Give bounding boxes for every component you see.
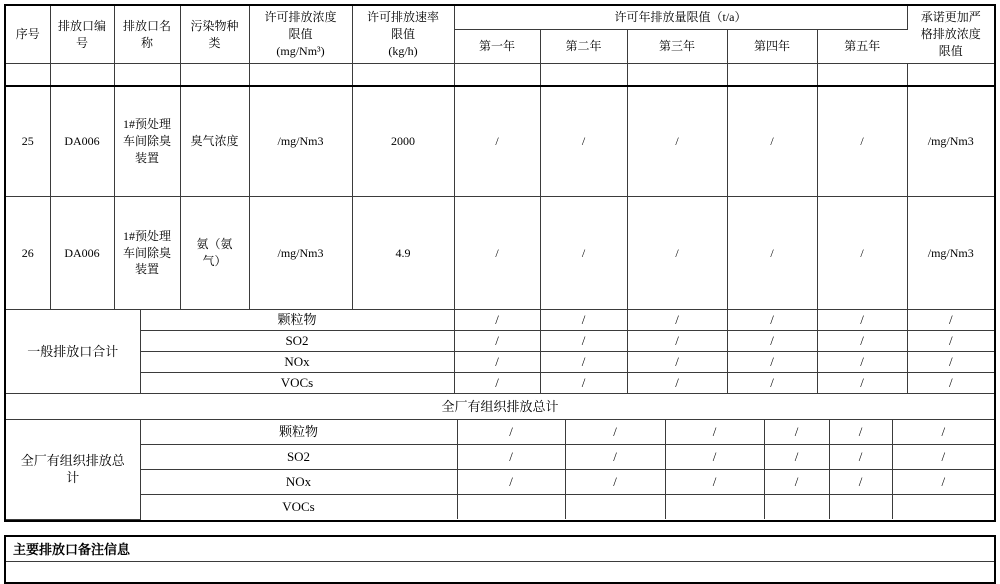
value-cell: /	[665, 420, 764, 445]
value-cell	[565, 495, 665, 520]
plant-total-label: 全厂有组织排放总计	[6, 420, 140, 519]
header-year4: 第四年	[727, 30, 817, 64]
pollutant-cell: 颗粒物	[140, 310, 454, 331]
main-outlet-remarks-section	[4, 535, 996, 584]
plant-total-banner-table	[6, 394, 994, 420]
stricter-limit-cell: /	[907, 331, 994, 352]
plant-total-section	[6, 420, 994, 520]
year4-cell: /	[727, 352, 817, 373]
value-cell	[829, 495, 892, 520]
header-rate-limit-title: 许可排放速率限值	[366, 10, 439, 42]
value-cell	[665, 495, 764, 520]
plant-total-banner: 全厂有组织排放总计	[6, 394, 994, 420]
pollutant-cell: 臭气浓度	[180, 86, 249, 197]
pollutant-cell: NOx	[140, 352, 454, 373]
table-row	[6, 373, 994, 394]
remarks-section-title: 主要排放口备注信息	[6, 537, 994, 562]
year3-cell: /	[627, 352, 727, 373]
pollutant-cell: VOCs	[140, 495, 457, 520]
value-cell: /	[829, 445, 892, 470]
table-row	[6, 352, 994, 373]
year1-cell: /	[454, 86, 540, 197]
year4-cell: /	[727, 373, 817, 394]
year1-cell: /	[454, 373, 540, 394]
value-cell: /	[565, 420, 665, 445]
value-cell: /	[764, 420, 829, 445]
emission-limits-table	[4, 4, 996, 522]
header-rate-limit-unit: (kg/h)	[388, 43, 418, 58]
header-conc-limit	[249, 6, 352, 64]
pollutant-cell: NOx	[140, 470, 457, 495]
year2-cell: /	[540, 331, 627, 352]
year1-cell: /	[454, 352, 540, 373]
table-row-26	[6, 197, 994, 310]
table-row	[6, 445, 994, 470]
value-cell: /	[665, 470, 764, 495]
value-cell: /	[457, 420, 565, 445]
header-annual-limit: 许可年排放量限值（t/a）	[454, 6, 907, 30]
pollutant-cell: SO2	[140, 331, 454, 352]
empty-cell	[454, 64, 540, 87]
general-total-label: 一般排放口合计	[6, 310, 140, 394]
serial-cell: 25	[6, 86, 50, 197]
table-row	[6, 420, 994, 445]
empty-cell	[627, 64, 727, 87]
year3-cell: /	[627, 197, 727, 310]
year4-cell: /	[727, 331, 817, 352]
value-cell: /	[764, 445, 829, 470]
stricter-limit-cell: /mg/Nm3	[907, 86, 994, 197]
value-cell: /	[665, 445, 764, 470]
outlet-name-cell: 1#预处理车间除臭装置	[114, 197, 180, 310]
outlet-name-cell: 1#预处理车间除臭装置	[114, 86, 180, 197]
empty-cell	[50, 64, 114, 87]
year2-cell: /	[540, 310, 627, 331]
year5-cell: /	[817, 86, 907, 197]
value-cell	[892, 495, 994, 520]
empty-cell	[180, 64, 249, 87]
header-conc-limit-title: 许可排放浓度限值	[264, 10, 337, 42]
header-outlet-no: 排放口编号	[50, 6, 114, 64]
table-row	[6, 495, 994, 520]
stricter-limit-cell: /	[907, 310, 994, 331]
value-cell: /	[829, 420, 892, 445]
year1-cell: /	[454, 331, 540, 352]
header-stricter-limit: 承诺更加严格排放浓度限值	[907, 6, 994, 64]
value-cell: /	[829, 470, 892, 495]
header-rate-limit	[352, 6, 454, 64]
serial-cell: 26	[6, 197, 50, 310]
empty-cell	[6, 64, 50, 87]
value-cell	[764, 495, 829, 520]
value-cell: /	[892, 420, 994, 445]
year5-cell: /	[817, 373, 907, 394]
table-row	[6, 310, 994, 331]
value-cell: /	[892, 470, 994, 495]
value-cell: /	[457, 445, 565, 470]
outlet-rows-table	[6, 6, 994, 310]
empty-cell	[727, 64, 817, 87]
year2-cell: /	[540, 352, 627, 373]
pollutant-cell: 颗粒物	[140, 420, 457, 445]
header-year3: 第三年	[627, 30, 727, 64]
header-year5: 第五年	[817, 30, 907, 64]
pollutant-cell: 氨（氨气）	[180, 197, 249, 310]
outlet-no-cell: DA006	[50, 197, 114, 310]
header-conc-limit-unit: (mg/Nm³)	[276, 43, 325, 58]
year4-cell: /	[727, 197, 817, 310]
value-cell: /	[764, 470, 829, 495]
table-row-25	[6, 86, 994, 197]
header-outlet-name: 排放口名称	[114, 6, 180, 64]
year2-cell: /	[540, 197, 627, 310]
stricter-limit-cell: /	[907, 373, 994, 394]
year5-cell: /	[817, 197, 907, 310]
year2-cell: /	[540, 373, 627, 394]
empty-cell	[907, 64, 994, 87]
table-row	[6, 331, 994, 352]
year1-cell: /	[454, 310, 540, 331]
year4-cell: /	[727, 86, 817, 197]
table-row	[6, 394, 994, 420]
remarks-empty-body	[6, 562, 994, 582]
value-cell: /	[565, 470, 665, 495]
stricter-limit-cell: /	[907, 352, 994, 373]
spacer-row	[6, 64, 994, 87]
year3-cell: /	[627, 310, 727, 331]
value-cell: /	[457, 470, 565, 495]
empty-cell	[352, 64, 454, 87]
conc-limit-cell: /mg/Nm3	[249, 197, 352, 310]
year4-cell: /	[727, 310, 817, 331]
pollutant-cell: VOCs	[140, 373, 454, 394]
year3-cell: /	[627, 86, 727, 197]
empty-cell	[114, 64, 180, 87]
value-cell: /	[565, 445, 665, 470]
permit-table-page	[4, 4, 996, 584]
year5-cell: /	[817, 331, 907, 352]
conc-limit-cell: /mg/Nm3	[249, 86, 352, 197]
rate-limit-cell: 4.9	[352, 197, 454, 310]
year5-cell: /	[817, 352, 907, 373]
header-row-1	[6, 6, 994, 30]
rate-limit-cell: 2000	[352, 86, 454, 197]
header-serial: 序号	[6, 6, 50, 64]
value-cell	[457, 495, 565, 520]
year2-cell: /	[540, 86, 627, 197]
empty-cell	[817, 64, 907, 87]
header-year2: 第二年	[540, 30, 627, 64]
header-year1: 第一年	[454, 30, 540, 64]
year3-cell: /	[627, 373, 727, 394]
pollutant-cell: SO2	[140, 445, 457, 470]
empty-cell	[249, 64, 352, 87]
header-pollutant-type: 污染物种类	[180, 6, 249, 64]
general-outlet-total-section	[6, 310, 994, 394]
outlet-no-cell: DA006	[50, 86, 114, 197]
empty-cell	[540, 64, 627, 87]
table-row	[6, 470, 994, 495]
year3-cell: /	[627, 331, 727, 352]
stricter-limit-cell: /mg/Nm3	[907, 197, 994, 310]
value-cell: /	[892, 445, 994, 470]
year5-cell: /	[817, 310, 907, 331]
year1-cell: /	[454, 197, 540, 310]
